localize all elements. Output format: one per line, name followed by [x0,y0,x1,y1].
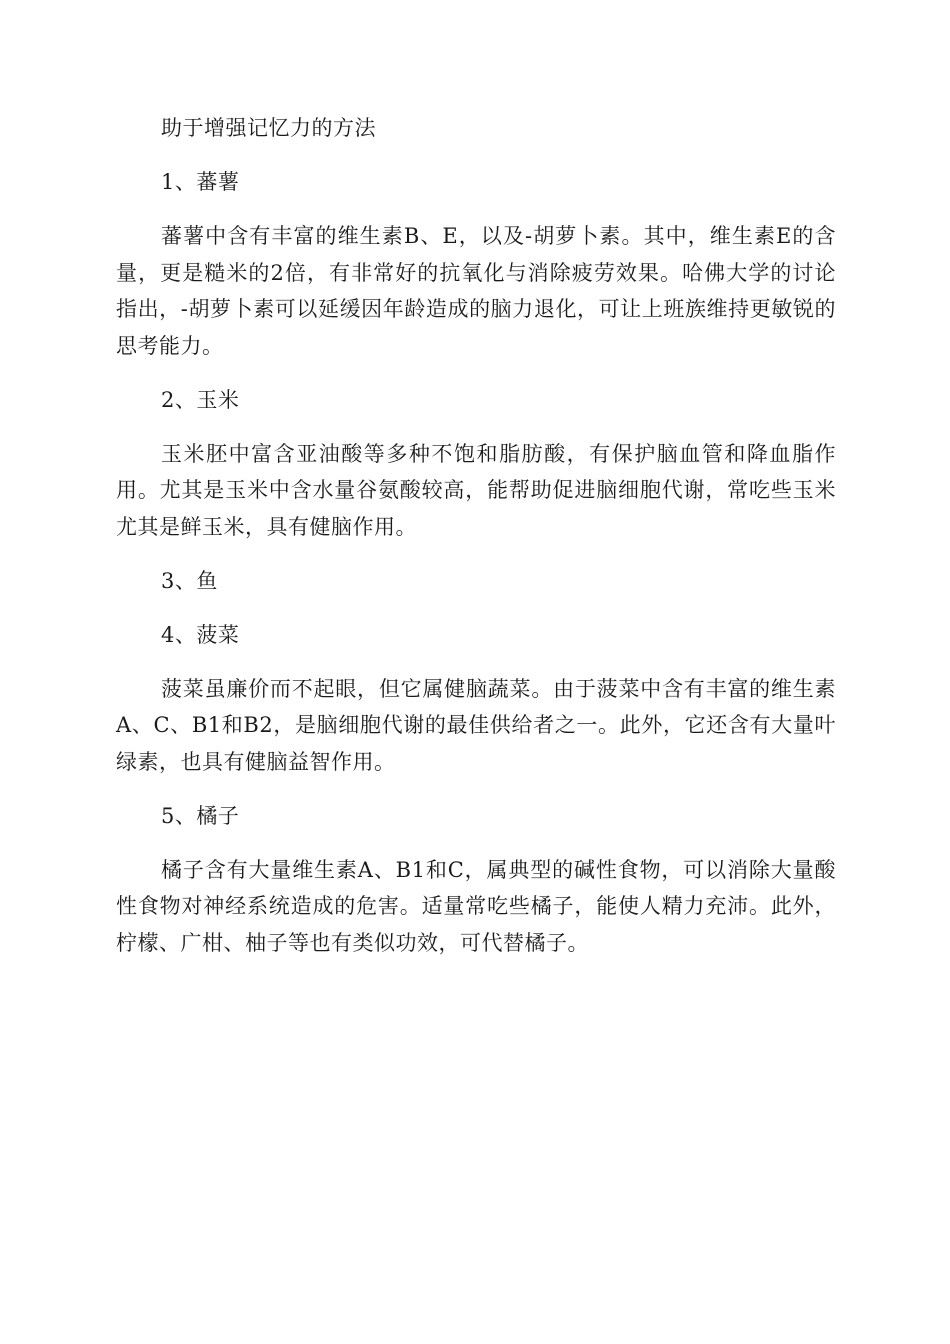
document-title: 助于增强记忆力的方法 [161,116,376,140]
section-body-sweet-potato: 蕃薯中含有丰富的维生素B、E，以及-胡萝卜素。其中，维生素E的含量，更是糙米的2倍，有非常好的抗氧化与消除疲劳效果。哈佛大学的讨论指出，-胡萝卜素可以延缓因年龄造成的脑力退化，可让上班族维持更敏锐的思考能力。 [116,224,836,358]
section-body-orange: 橘子含有大量维生素A、B1和C，属典型的碱性食物，可以消除大量酸性食物对神经系统造成的危害。适量常吃些橘子，能使人精力充沛。此外，柠檬、广柑、柚子等也有类似功效，可代替橘子。 [116,857,836,955]
section-body-corn: 玉米胚中富含亚油酸等多种不饱和脂肪酸，有保护脑血管和降血脂作用。尤其是玉米中含水量谷氨酸较高，能帮助促进脑细胞代谢，常吃些玉米尤其是鲜玉米，具有健脑作用。 [116,441,836,539]
section-heading-fish: 3、鱼 [161,568,218,593]
section-body-spinach: 菠菜虽廉价而不起眼，但它属健脑蔬菜。由于菠菜中含有丰富的维生素A、C、B1和B2，是脑细胞代谢的最佳供给者之一。此外，它还含有大量叶绿素，也具有健脑益智作用。 [116,676,836,774]
section-heading-sweet-potato: 1、蕃薯 [161,170,240,194]
document-content [116,110,836,961]
section-heading-orange: 5、橘子 [161,803,240,828]
section-heading-corn: 2、玉米 [161,387,240,412]
section-heading-spinach: 4、菠菜 [161,622,240,647]
